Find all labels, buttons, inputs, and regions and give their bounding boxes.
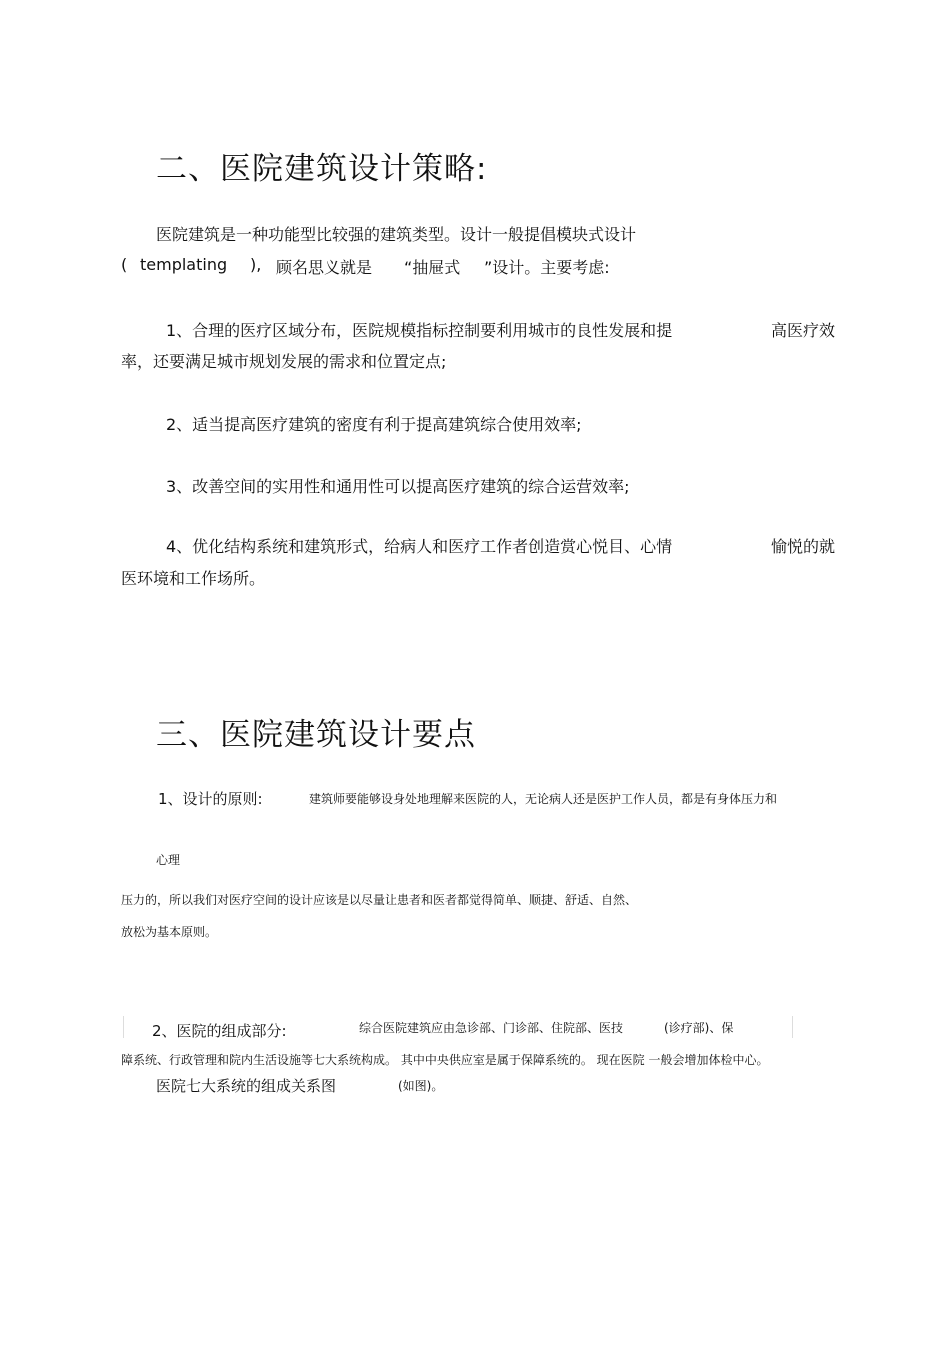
section-heading-3: 三、医院建筑设计要点 [156, 717, 476, 753]
text-frame-left-edge [123, 1016, 124, 1038]
strategy-item-2: 2、适当提高医疗建筑的密度有利于提高建筑综合使用效率; [166, 415, 582, 434]
strategy-item-3: 3、改善空间的实用性和通用性可以提高医疗建筑的综合运营效率; [166, 477, 630, 496]
composition-text: 综合医院建筑应由急诊部、门诊部、住院部、医技 [359, 1021, 624, 1035]
intro-quote-close: ”设计。主要考虑: [484, 258, 610, 277]
intro-rest: 顾名思义就是 [276, 258, 373, 277]
strategy-item-1-line-2: 率，还要满足城市规划发展的需求和位置定点; [121, 352, 447, 371]
principle-text-line-2: 心理 [156, 853, 181, 867]
diagram-caption: 医院七大系统的组成关系图 [156, 1077, 337, 1095]
composition-text-paren: (诊疗部)、保 [664, 1021, 734, 1035]
section-heading-2: 二、医院建筑设计策略: [156, 151, 488, 187]
intro-paren-open: ( [121, 255, 128, 274]
intro-line-1: 医院建筑是一种功能型比较强的建筑类型。设计一般提倡模块式设计 [156, 225, 637, 244]
principle-text-line-4: 放松为基本原则。 [121, 925, 218, 939]
strategy-item-4-tail: 愉悦的就 [771, 537, 836, 556]
principle-text: 建筑师要能够设身处地理解来医院的人，无论病人还是医护工作人员，都是有身体压力和 [309, 792, 778, 806]
composition-text-line-2: 障系统、行政管理和院内生活设施等七大系统构成。 其中中央供应室是属于保障系统的。 现在医院 一般会增加体检中心。 [121, 1053, 769, 1067]
composition-label: 2、医院的组成部分: [152, 1022, 287, 1040]
intro-paren-close: ), [250, 255, 262, 274]
diagram-caption-note: (如图)。 [398, 1079, 444, 1093]
strategy-item-4: 4、优化结构系统和建筑形式，给病人和医疗工作者创造赏心悦目、心情 [166, 537, 673, 556]
strategy-item-1: 1、合理的医疗区域分布，医院规模指标控制要利用城市的良性发展和提 [166, 321, 673, 340]
text-frame-right-edge [792, 1016, 793, 1038]
strategy-item-1-tail: 高医疗效 [771, 321, 836, 340]
intro-quote-open: “抽屉式 [404, 258, 461, 277]
intro-term: templating [140, 255, 228, 274]
principle-label: 1、设计的原则: [158, 790, 263, 808]
principle-text-line-3: 压力的，所以我们对医疗空间的设计应该是以尽量让患者和医者都觉得简单、顺捷、舒适、自然、 [121, 893, 638, 907]
strategy-item-4-line-2: 医环境和工作场所。 [121, 569, 266, 588]
